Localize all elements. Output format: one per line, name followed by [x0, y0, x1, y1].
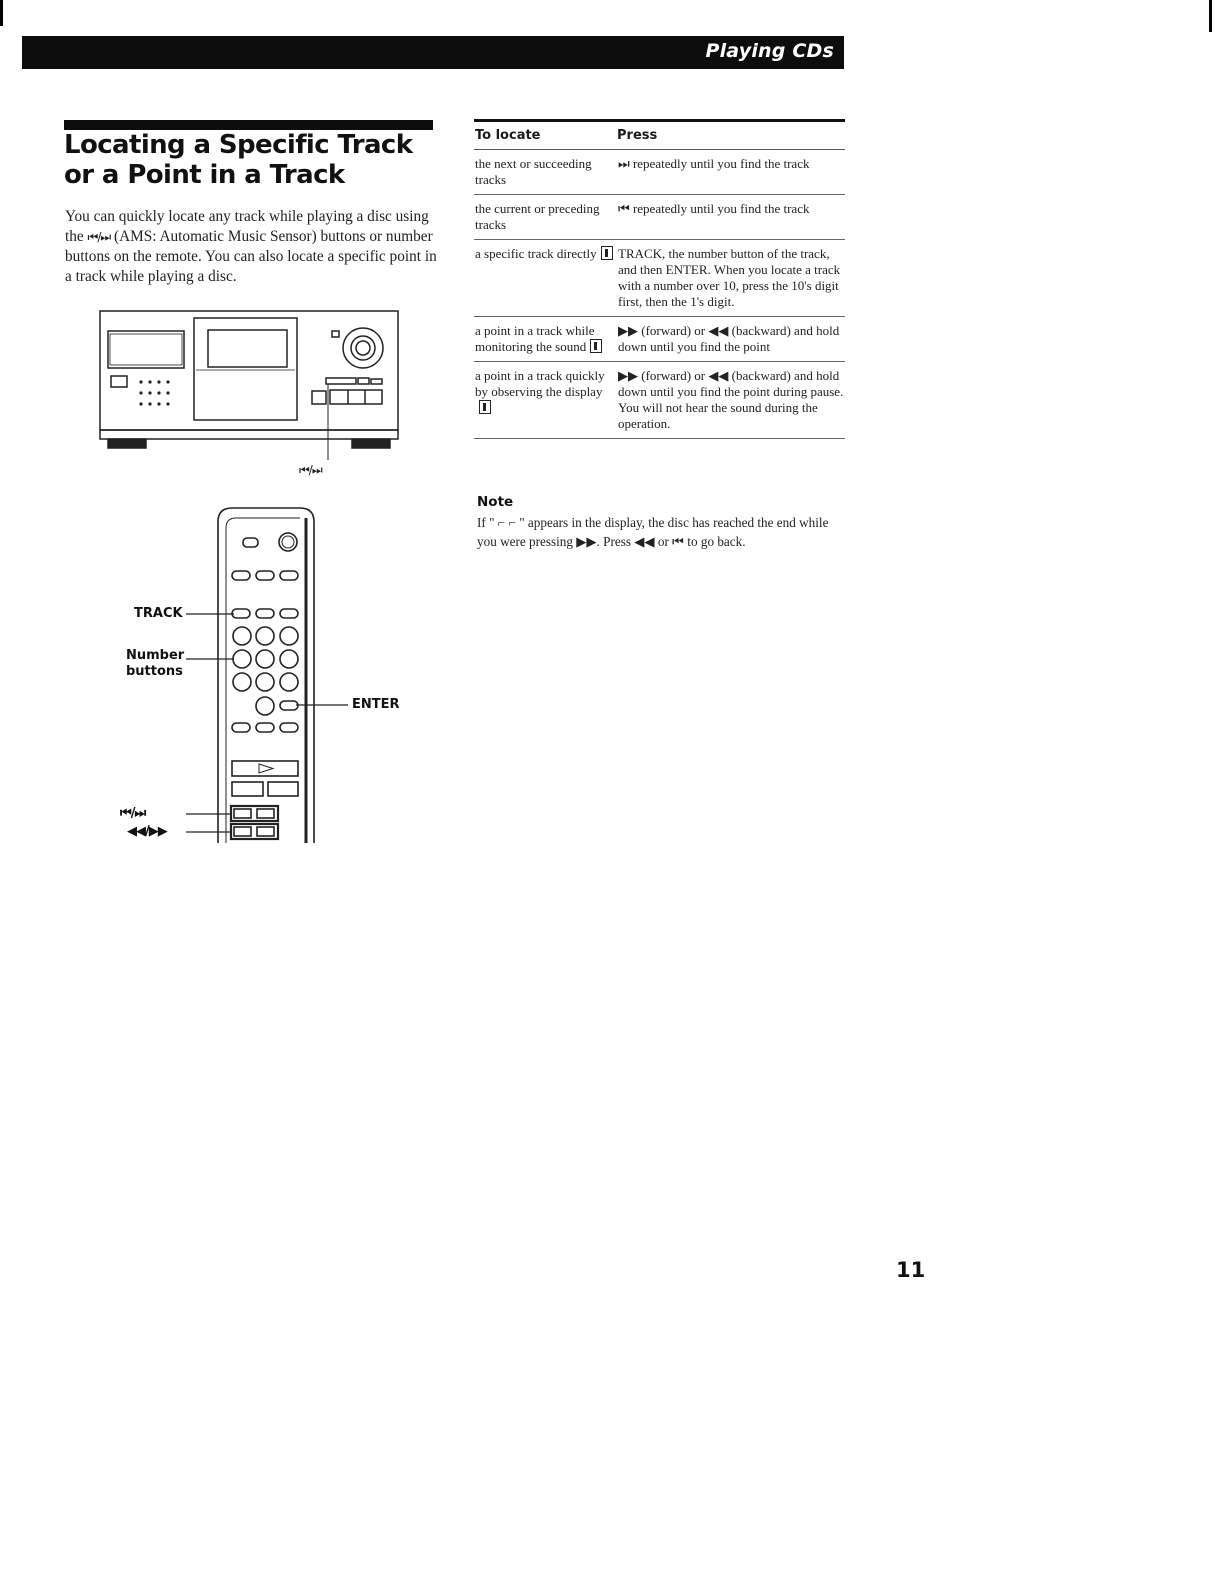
- press-cell: ⏭ repeatedly until you find the track: [616, 150, 845, 195]
- locate-table: [474, 122, 845, 439]
- callout-number-buttons: Number buttons: [126, 648, 185, 679]
- locate-cell: the next or succeeding tracks: [474, 150, 616, 195]
- note-text: If " ⌐ ⌐ " appears in the display, the disc has reached the end while you were pressing ▶▶. Press ◀◀ or ⏮ to go back.: [477, 515, 829, 549]
- press-cell: ▶▶ (forward) or ◀◀ (backward) and hold down until you find the point during pause. You will not hear the sound during the operation.: [616, 362, 845, 439]
- callout-enter: ENTER: [352, 697, 400, 712]
- remote-control-illustration: [218, 508, 314, 843]
- locate-cell-with-icon: [474, 317, 616, 362]
- section-title: Playing CDs: [705, 40, 834, 62]
- cd-player-illustration: [100, 311, 398, 460]
- player-ams-label: ⏮/⏭: [299, 463, 322, 477]
- ams-symbol: ⏮/⏭: [87, 230, 111, 244]
- callout-track: TRACK: [134, 606, 183, 621]
- note-title: Note: [477, 494, 514, 510]
- remote-only-icon: [601, 246, 613, 260]
- locate-cell-with-icon: [474, 362, 616, 439]
- column-header-press: Press: [616, 122, 845, 150]
- intro-text-1: You can quickly locate any track while playing a disc using the: [65, 208, 429, 245]
- device-illustrations: [0, 0, 460, 860]
- intro-text-2: (AMS: Automatic Music Sensor) buttons or number buttons on the remote. You can also locate a specific point in a track while playing a disc.: [65, 228, 437, 285]
- page-edge-mark-right: [1209, 0, 1212, 32]
- locate-text: a point in a track quickly by observing the display: [475, 368, 605, 399]
- remote-only-icon: [590, 339, 602, 353]
- page-number: 11: [896, 1258, 926, 1282]
- table-row: [474, 240, 845, 317]
- table-row: [474, 317, 845, 362]
- locate-cell: the current or preceding tracks: [474, 195, 616, 240]
- table-header-row: [474, 122, 845, 150]
- locate-text: a point in a track while monitoring the sound: [475, 323, 595, 354]
- press-cell: ⏮ repeatedly until you find the track: [616, 195, 845, 240]
- remote-only-icon: [479, 400, 491, 414]
- callout-ams: ⏮/⏭: [120, 806, 146, 821]
- press-cell: TRACK, the number button of the track, and then ENTER. When you locate a track with a number over 10, press the 10's digit first, then the 1's digit.: [616, 240, 845, 317]
- table-row: [474, 195, 845, 240]
- locate-cell-with-icon: [474, 240, 616, 317]
- press-cell: ▶▶ (forward) or ◀◀ (backward) and hold down until you find the point: [616, 317, 845, 362]
- table-row: [474, 362, 845, 439]
- column-header-to-locate: To locate: [474, 122, 616, 150]
- page-title: Locating a Specific Track or a Point in a Track: [64, 130, 413, 190]
- callout-search: ◀◀/▶▶: [127, 824, 167, 839]
- table-row: [474, 150, 845, 195]
- locate-text: a specific track directly: [475, 246, 597, 261]
